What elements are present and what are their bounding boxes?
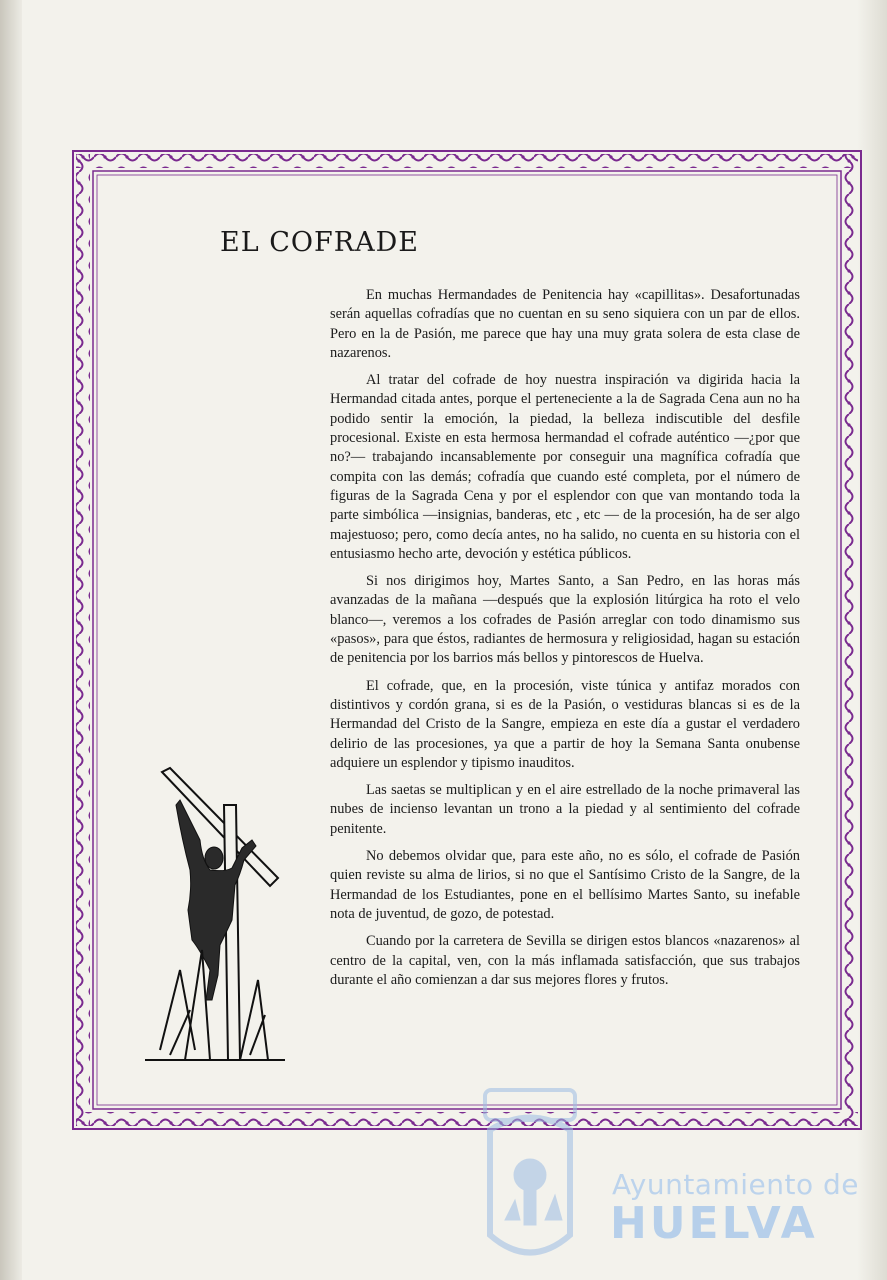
watermark-line2: HUELVA: [610, 1198, 818, 1249]
paragraph: Si nos dirigimos hoy, Martes Santo, a San Pedro, en las horas más avanzadas de la mañana —después que la explosión litúrgica ha roto el velo blanco—, veremos a los cofrades de Pasión arreglar con todo dinamismo sus «pasos», para que éstos, radiantes de hermosura y religiosidad, hagan su estación de penitencia por los barrios más bellos y pintorescos de Huelva.: [330, 573, 800, 667]
crucifix-icon: [140, 760, 290, 1070]
paragraph: Cuando por la carretera de Sevilla se dirigen estos blancos «nazarenos» al centro de la capital, ven, con la más inflamada satisfacción, que sus trabajos durante el año comienzan a dar sus mejores flores y frutos.: [330, 933, 800, 988]
paragraph: En muchas Hermandades de Penitencia hay «capillitas». Desafortunadas serán aquellas cofradías que no cuentan en su seno siquiera con un par de ellos. Pero en la de Pasión, me parece que hay una muy grata solera de esta clase de nazarenos.: [330, 287, 800, 361]
paragraph: No debemos olvidar que, para este año, no es sólo, el cofrade de Pasión quien reviste su alma de lirios, si no que el Santísimo Cristo de la Sangre, de la Hermandad de los Estudiantes, pone en el bellísimo Martes Santo, su inefable nota de juventud, de gozo, de potestad.: [330, 848, 800, 922]
paragraph: Las saetas se multiplican y en el aire estrellado de la noche primaveral las nubes de incienso levantan un trono a la piedad y al sentimiento del cofrade penitente.: [330, 782, 800, 837]
watermark-line1: Ayuntamiento de: [612, 1168, 859, 1201]
paragraph: Al tratar del cofrade de hoy nuestra inspiración va digirida hacia la Hermandad citada antes, porque el perteneciente a la de Sagrada Cena aun no ha podido sentir la emoción, la piedad, la belleza indiscutible del desfile procesional. Existe en esta hermosa hermandad el cofrade auténtico —¿por que no?— trabajando incansablemente por conseguir una magnífica cofradía que compita con las demás; cofradía que cuando esté completa, por el número de figuras de la Sagrada Cena y por el esplendor con que van montando toda la parte simbólica —insignias, banderas, etc , etc — de la procesión, ha de ser algo majestuoso; pero, como decía antes, no ha salido, no cuenta en su historia con el entusiasmo hecho arte, devoción y estética públicos.: [330, 372, 800, 562]
article-title: EL COFRADE: [220, 227, 419, 258]
paragraph: El cofrade, que, en la procesión, viste túnica y antifaz morados con distintivos y cordón grana, si es de la Pasión, o vestiduras blancas si es de la Hermandad del Cristo de la Sangre, empieza en este día a gustar el verdadero delirio de las procesiones, ya que a partir de hoy la Semana Santa onubense adquiere un esplendor y tipismo inauditos.: [330, 677, 800, 771]
article-body: [330, 286, 800, 998]
page-binding-shadow: [0, 0, 22, 1280]
